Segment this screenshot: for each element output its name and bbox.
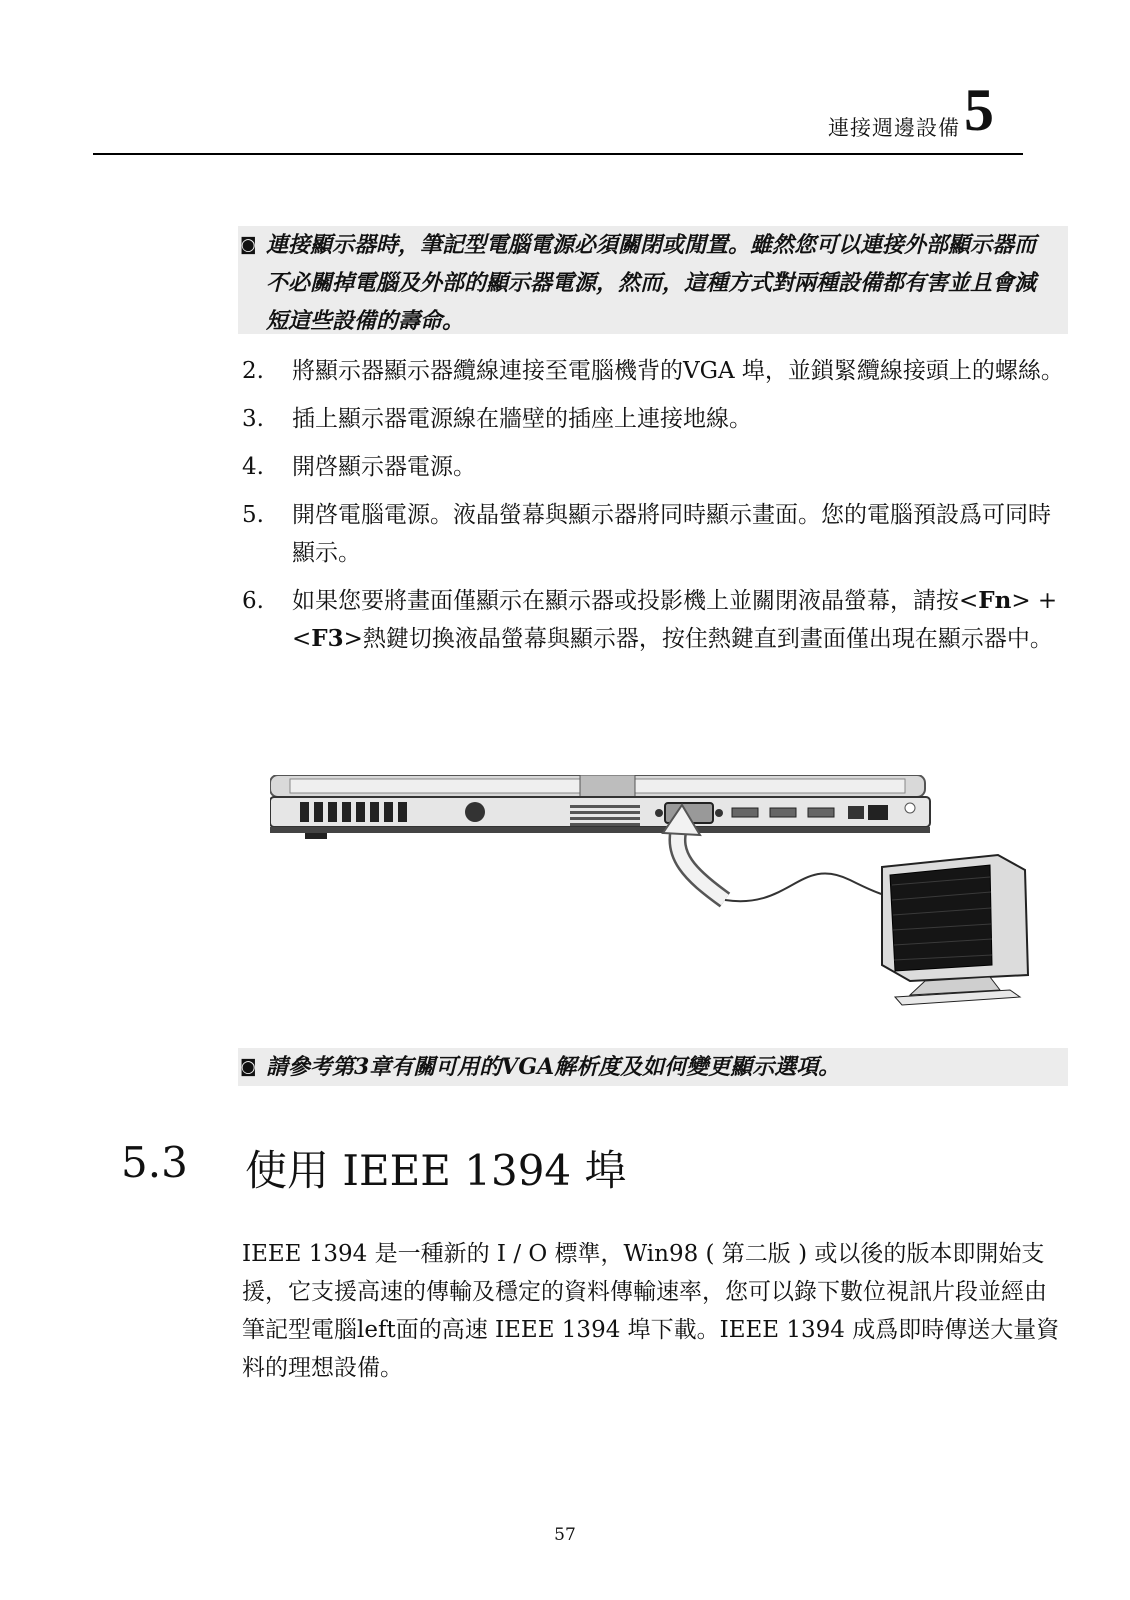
warning-note	[238, 226, 1068, 334]
key-fn: Fn	[978, 587, 1012, 614]
laptop-rear-image	[270, 775, 930, 839]
monitor-image	[882, 855, 1028, 1005]
laptop-monitor-illustration	[270, 775, 1060, 1035]
note-text: 連接顯示器時，筆記型電腦電源必須關閉或閒置。雖然您可以連接外部顯示器而不必關掉電腦及外部的顯示器電源，然而，這種方式對兩種設備都有害並且會減短這些設備的壽命。	[266, 232, 1037, 334]
note-text: 請參考第3章有關可用的VGA解析度及如何變更顯示選項。	[266, 1054, 841, 1080]
step-text-a: 如果您要將畫面僅顯示在顯示器或投影機上並關閉液晶螢幕，請按<	[292, 588, 979, 614]
header-rule	[93, 153, 1023, 155]
step-number: 5.	[242, 502, 264, 528]
list-item	[242, 496, 1072, 572]
note-bullet-icon: ◙	[240, 1057, 257, 1077]
section-number: 5.3	[121, 1138, 188, 1187]
step-text-b: > + <	[292, 588, 1058, 652]
step-number: 2.	[242, 358, 264, 384]
chapter-number: 5	[964, 77, 994, 143]
list-item	[242, 582, 1072, 658]
reference-note	[238, 1048, 1068, 1086]
step-number: 6.	[242, 588, 264, 614]
step-text: 開啓顯示器電源。	[292, 454, 476, 480]
note-bullet-icon: ◙	[240, 235, 257, 255]
body-paragraph: IEEE 1394 是一種新的 I / O 標準，Win98 ( 第二版 ) 或以後的版本即開始支援，它支援高速的傳輸及穩定的資料傳輸速率，您可以錄下數位視訊片段並經由筆記型電腦left面的高速 IEEE 1394 埠下載。IEEE 1394 成爲即時傳送大量資料的理想設備。	[242, 1241, 1060, 1381]
step-text: 插上顯示器電源線在牆壁的插座上連接地線。	[292, 406, 752, 432]
vga-connection-figure	[270, 775, 1060, 1035]
step-number: 3.	[242, 406, 264, 432]
step-number: 4.	[242, 454, 264, 480]
steps-list	[242, 352, 1072, 668]
list-item	[242, 352, 1072, 390]
step-text: 開啓電腦電源。液晶螢幕與顯示器將同時顯示畫面。您的電腦預設爲可同時顯示。	[292, 502, 1051, 566]
chapter-title: 連接週邊設備	[828, 116, 960, 140]
section-title: 使用 IEEE 1394 埠	[245, 1146, 627, 1195]
step-text: 將顯示器顯示器纜線連接至電腦機背的VGA 埠，並鎖緊纜線接頭上的螺絲。	[292, 358, 1064, 384]
list-item	[242, 400, 1072, 438]
key-f3: F3	[311, 625, 344, 652]
page-number: 57	[554, 1525, 576, 1545]
list-item	[242, 448, 1072, 486]
step-text-c: >熱鍵切換液晶螢幕與顯示器，按住熱鍵直到畫面僅出現在顯示器中。	[343, 626, 1053, 652]
